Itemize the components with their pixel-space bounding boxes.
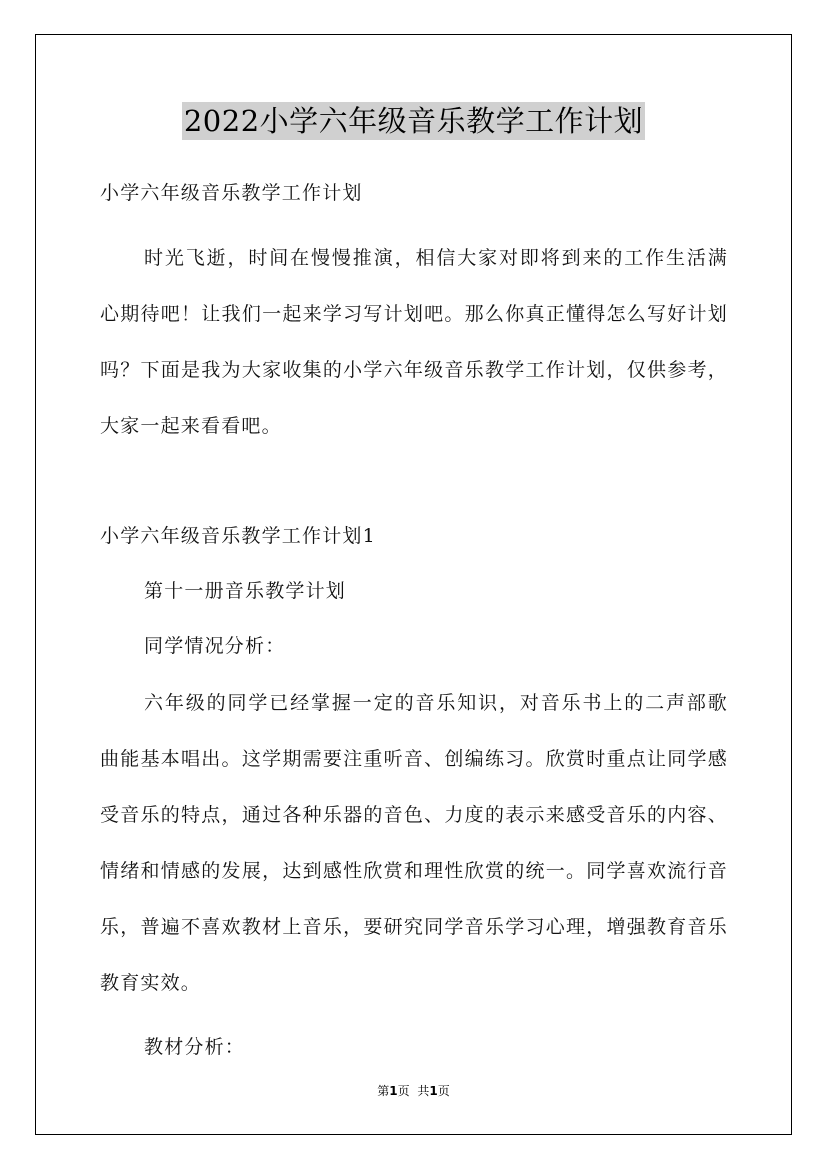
total-pages: 1	[429, 1084, 438, 1098]
page-footer	[0, 1082, 827, 1099]
analysis-paragraph: 六年级的同学已经掌握一定的音乐知识，对音乐书上的二声部歌曲能基本唱出。这学期需要注重听音、创编练习。欣赏时重点让同学感受音乐的特点，通过各种乐器的音色、力度的表示来感受音乐的内容、情绪和情感的发展，达到感性欣赏和理性欣赏的统一。同学喜欢流行音乐，普遍不喜欢教材上音乐，要研究同学音乐学习心理，增强教育音乐教育实效。	[100, 692, 728, 994]
subtitle: 小学六年级音乐教学工作计划	[100, 182, 363, 204]
document-title: 2022小学六年级音乐教学工作计划	[183, 104, 644, 138]
total-prefix: 共	[417, 1084, 430, 1098]
page-suffix: 页	[397, 1084, 410, 1098]
materials-heading: 教材分析：	[144, 1036, 246, 1058]
intro-paragraph: 时光飞逝，时间在慢慢推演，相信大家对即将到来的工作生活满心期待吧！让我们一起来学习写计划吧。那么你真正懂得怎么写好计划吗？下面是我为大家收集的小学六年级音乐教学工作计划，仅供参考，大家一起来看看吧。	[100, 247, 728, 437]
page-prefix: 第	[377, 1084, 390, 1098]
section-heading: 小学六年级音乐教学工作计划1	[100, 525, 376, 547]
title-container	[0, 102, 827, 140]
analysis-heading: 同学情况分析：	[144, 635, 286, 657]
total-suffix: 页	[437, 1084, 450, 1098]
section-subheading: 第十一册音乐教学计划	[144, 580, 347, 602]
document-body	[100, 175, 728, 1066]
page-number: 1	[389, 1084, 398, 1098]
